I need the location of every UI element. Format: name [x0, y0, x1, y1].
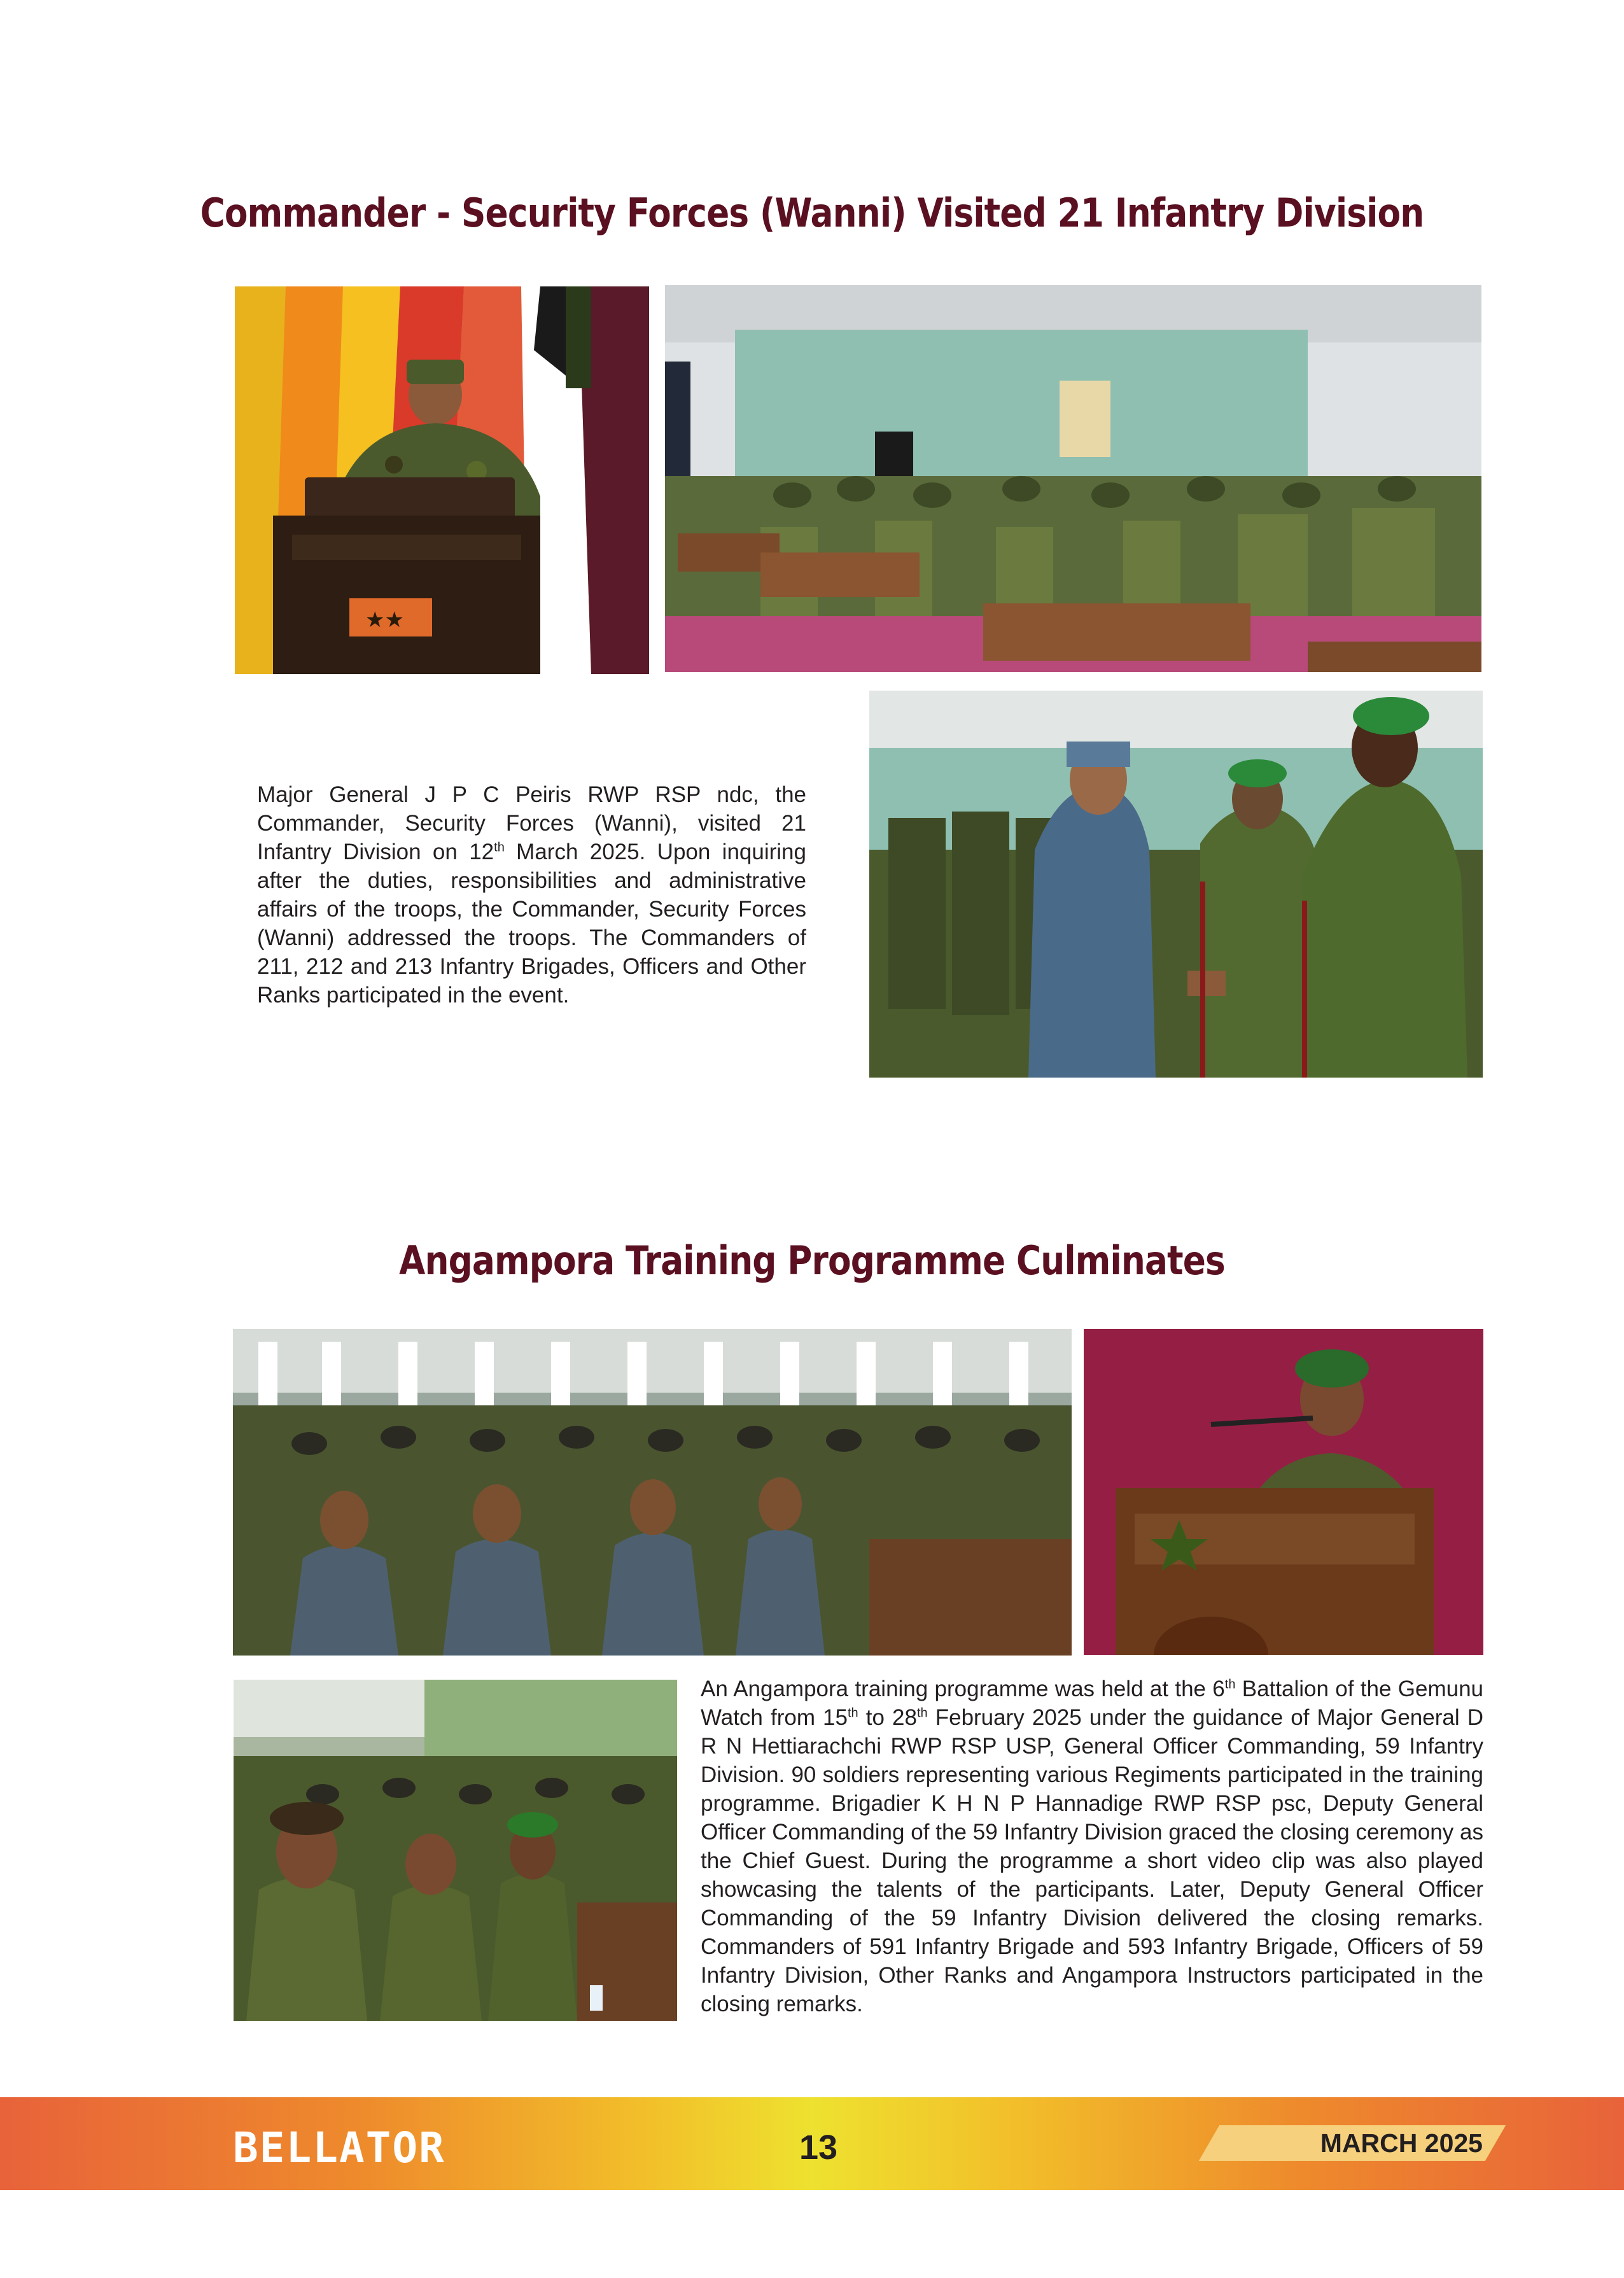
- brand-logo: BELLATOR: [233, 2123, 445, 2172]
- page-number: 13: [799, 2128, 838, 2167]
- svg-text:★★: ★★: [365, 608, 404, 632]
- article-2-body: An Angampora training programme was held at the 6th Battalion of the Gemunu Watch from 15th to 28th February 2025 under the guidance of Major General D R N Hettiarachchi RWP RSP USP, General Officer Commanding, 59 Infantry Division. 90 soldiers representing various Regiments participated in the training programme. Brigadier K H N P Hannadige RWP RSP psc, Deputy General Officer Commanding of the 59 Infantry Division graced the closing ceremony as the Chief Guest. During the programme a short video clip was also played showcasing the talents of the participants. Later, Deputy General Officer Commanding of the 59 Infantry Division delivered the closing remarks. Commanders of 591 Infantry Brigade and 593 Infantry Brigade, Officers of 59 Infantry Division, Other Ranks and Angampora Instructors participated in the closing remarks.: [701, 1677, 1483, 2016]
- photo-handshake: [869, 691, 1483, 1078]
- photo-commander-podium: [235, 286, 649, 674]
- article-1-title: Commander - Security Forces (Wanni) Visited 21 Infantry Division: [200, 190, 1424, 236]
- photo-officers-seated: [234, 1680, 677, 2021]
- photo-seated-participants: [233, 1329, 1072, 1656]
- photo-officer-podium: [1084, 1329, 1483, 1655]
- issue-date: MARCH 2025: [1320, 2128, 1483, 2158]
- article-1-body: Major General J P C Peiris RWP RSP ndc, the Commander, Security Forces (Wanni), visited 21 Infantry Division on 12th March 2025. Upon inquiring after the duties, responsibilities and administrative affairs of the troops, the Commander, Security Forces (Wanni) addressed the troops. The Commanders of 211, 212 and 213 Infantry Brigades, Officers and Other Ranks participated in the event.: [257, 782, 806, 1008]
- photo-hall-audience: [665, 285, 1481, 672]
- article-2-title: Angampora Training Programme Culminates: [399, 1237, 1225, 1284]
